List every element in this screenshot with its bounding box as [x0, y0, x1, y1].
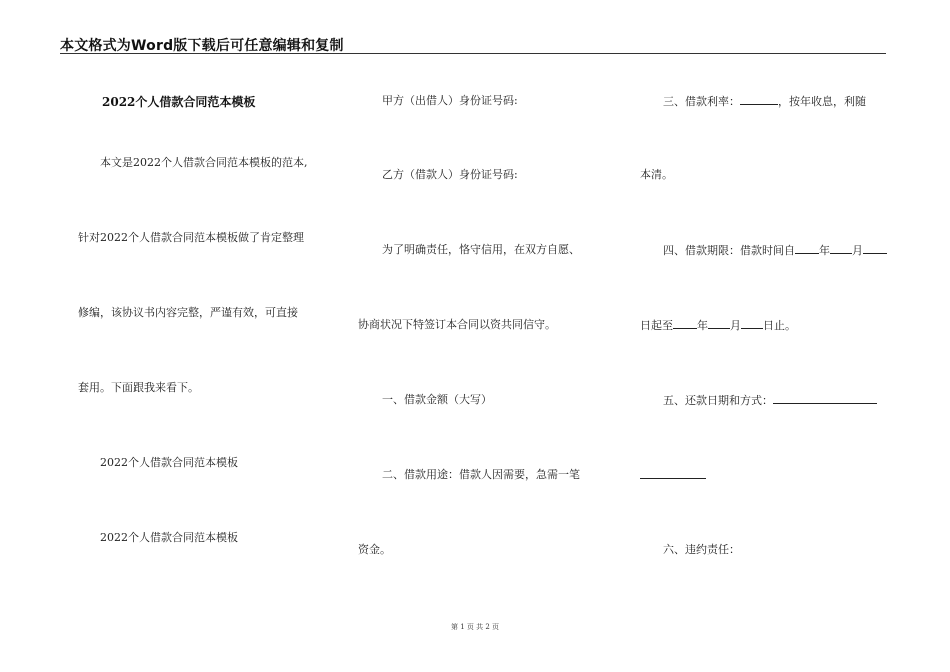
start-month-blank: [830, 243, 852, 254]
page-header: [60, 35, 886, 54]
end-day-blank: [741, 318, 763, 329]
paragraph-line: 2022个人借款合同范本模板: [100, 531, 238, 544]
loan-term-line: [663, 243, 887, 258]
interest-rate-label: 三、借款利率：: [663, 95, 740, 108]
paragraph-line: 本文是2022个人借款合同范本模板的范本,: [100, 156, 308, 169]
page-footer: 第 1 页 共 2 页: [450, 623, 500, 631]
end-month-blank: [708, 318, 730, 329]
month-label: 月: [852, 244, 863, 257]
interest-rate-line: [663, 94, 866, 109]
year-label: 年: [819, 244, 830, 257]
repayment-blank: [773, 393, 877, 404]
borrower-id-line: 乙方（借款人）身份证号码:: [382, 168, 518, 181]
interest-rate-terms: ，按年收息，利随: [778, 95, 866, 108]
interest-rate-blank: [740, 94, 778, 105]
loan-purpose-line: 二、借款用途：借款人因需要，急需一笔: [382, 468, 580, 481]
year-label: 年: [697, 319, 708, 332]
loan-term-end-line: [640, 318, 796, 333]
start-day-blank: [863, 243, 887, 254]
month-label: 月: [730, 319, 741, 332]
end-date-label: 日起至: [640, 319, 673, 332]
paragraph-line: 修编，该协议书内容完整，严谨有效，可直接: [78, 306, 298, 319]
repayment-blank-2: [640, 468, 706, 479]
end-day-label: 日止。: [763, 319, 796, 332]
paragraph-line: 为了明确责任，恪守信用，在双方自愿、: [382, 243, 580, 256]
repayment-label: 五、还款日期和方式：: [663, 394, 773, 407]
header-title: 本文格式为Word版下载后可任意编辑和复制: [60, 38, 344, 54]
lender-id-line: 甲方（出借人）身份证号码:: [382, 94, 518, 107]
repayment-line: [663, 393, 877, 408]
loan-term-label: 四、借款期限：借款时间自: [663, 244, 795, 257]
loan-amount-line: 一、借款金额（大写）: [382, 393, 492, 406]
paragraph-line: 套用。下面跟我来看下。: [78, 381, 199, 394]
paragraph-line: 针对2022个人借款合同范本模板做了肯定整理: [78, 231, 304, 244]
paragraph-line: 资金。: [358, 543, 391, 556]
paragraph-line: 2022个人借款合同范本模板: [100, 456, 238, 469]
paragraph-line: 本清。: [640, 168, 673, 181]
end-year-blank: [673, 318, 697, 329]
document-title: 2022个人借款合同范本模板: [102, 95, 256, 109]
start-year-blank: [795, 243, 819, 254]
paragraph-line: 协商状况下特签订本合同以资共同信守。: [358, 318, 556, 331]
breach-line: 六、违约责任：: [663, 543, 740, 556]
repayment-continuation-line: [640, 468, 706, 483]
